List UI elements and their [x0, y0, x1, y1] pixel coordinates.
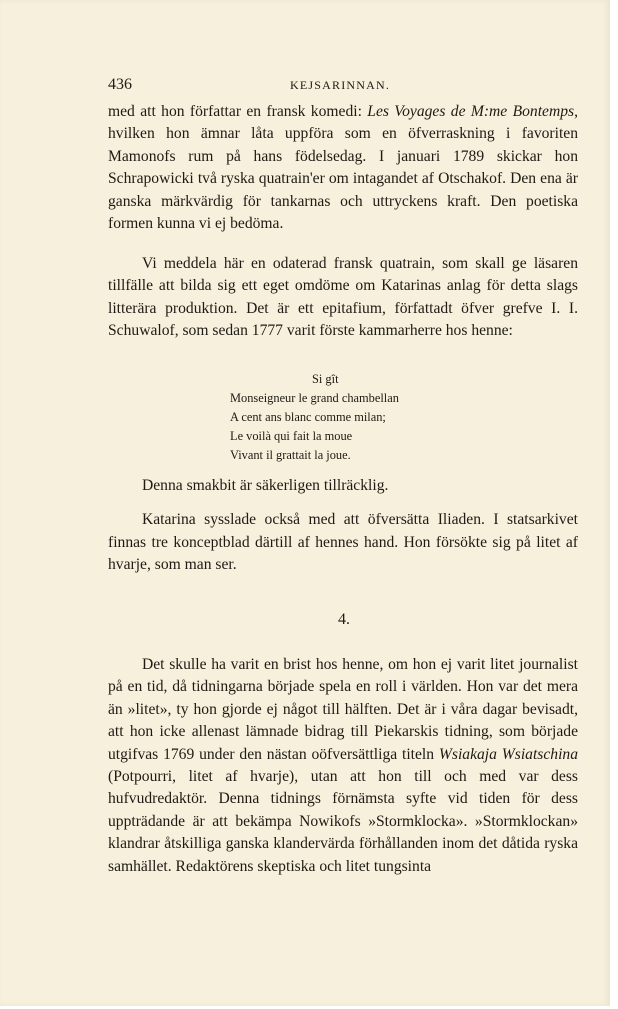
paragraph-5-text — [108, 654, 578, 878]
page-number: 436 — [108, 76, 132, 93]
section-number: 4. — [338, 611, 350, 628]
paragraph-5-part-a: Det skulle ha varit en brist hos henne, om hon ej varit litet journalist på en tid, då tidningarna började spela en roll i världen. Hon var det mera än »litet», ty hon gjorde ej något till hälften. Det är i våra dagar bevisadt, att hon icke allenast lämnade bidrag till Piekarskis tidning, som började utgifvas 1769 under den nästan oöfversättliga titeln — [108, 656, 578, 763]
comedy-title: Les Voyages de M:me Bontemps — [367, 103, 575, 120]
paragraph-1 — [108, 101, 578, 235]
running-head: KEJSARINNAN. — [290, 78, 391, 92]
paragraphs-3-4 — [108, 475, 578, 577]
poem-line: Monseigneur le grand chambellan — [230, 391, 399, 405]
quatrain — [230, 370, 490, 465]
page-header — [108, 76, 578, 96]
paragraph-2 — [108, 253, 578, 343]
paragraph-1-text — [108, 101, 578, 235]
poem-line: A cent ans blanc comme milan; — [230, 410, 386, 424]
paragraph-1-part-a: med att hon författar en fransk komedi: — [108, 103, 368, 120]
paragraph-1-part-b: , hvilken hon ämnar låta uppföra som en öfverraskning i favoriten Mamonofs rum på hans födelsedag. I januari 1789 skickar hon Schrapowicki två ryska quatrain'er om intagandet af Otschakof. Den ena är ganska märkvärdig för tankarnas och uttryckens kraft. Den poetiska formen kunna vi ej bedöma. — [108, 103, 579, 233]
poem-line: Vivant il grattait la joue. — [230, 448, 351, 462]
paragraph-5 — [108, 654, 578, 878]
paragraph-4-text: Katarina sysslade också med att öfversätta Iliaden. I statsarkivet finnas tre konceptblad därtill af hennes hand. Hon försökte sig på litet af hvarje, som man ser. — [108, 511, 578, 574]
poem-line: Le voilà qui fait la moue — [230, 429, 353, 443]
paragraph-3-text: Denna smakbit är säkerligen tillräcklig. — [142, 477, 389, 494]
paragraph-5-part-b: (Potpourri, litet af hvarje), utan att hon till och med var dess hufvudredaktör. Denna tidnings förnämsta syfte vid tiden för dess uppträdande är att bekämpa Nowikofs »Stormklocka». »Stormklockan» klandrar åtskilliga ganska klandervärda förhållanden inom det dåtida ryska samhället. Redaktörens skeptiska och litet tungsinta — [108, 768, 578, 875]
poem-line: Si gît — [312, 372, 339, 386]
paragraph-2-text: Vi meddela här en odaterad fransk quatrain, som skall ge läsaren tillfälle att bilda sig ett eget omdöme om Katarinas anlag för detta slags litterära produktion. Det är ett epitafium, författadt öfver grefve I. I. Schuwalof, som sedan 1777 varit förste kammarherre hos henne: — [108, 255, 578, 340]
newspaper-title: Wsiakaja Wsiatschina — [438, 745, 578, 763]
